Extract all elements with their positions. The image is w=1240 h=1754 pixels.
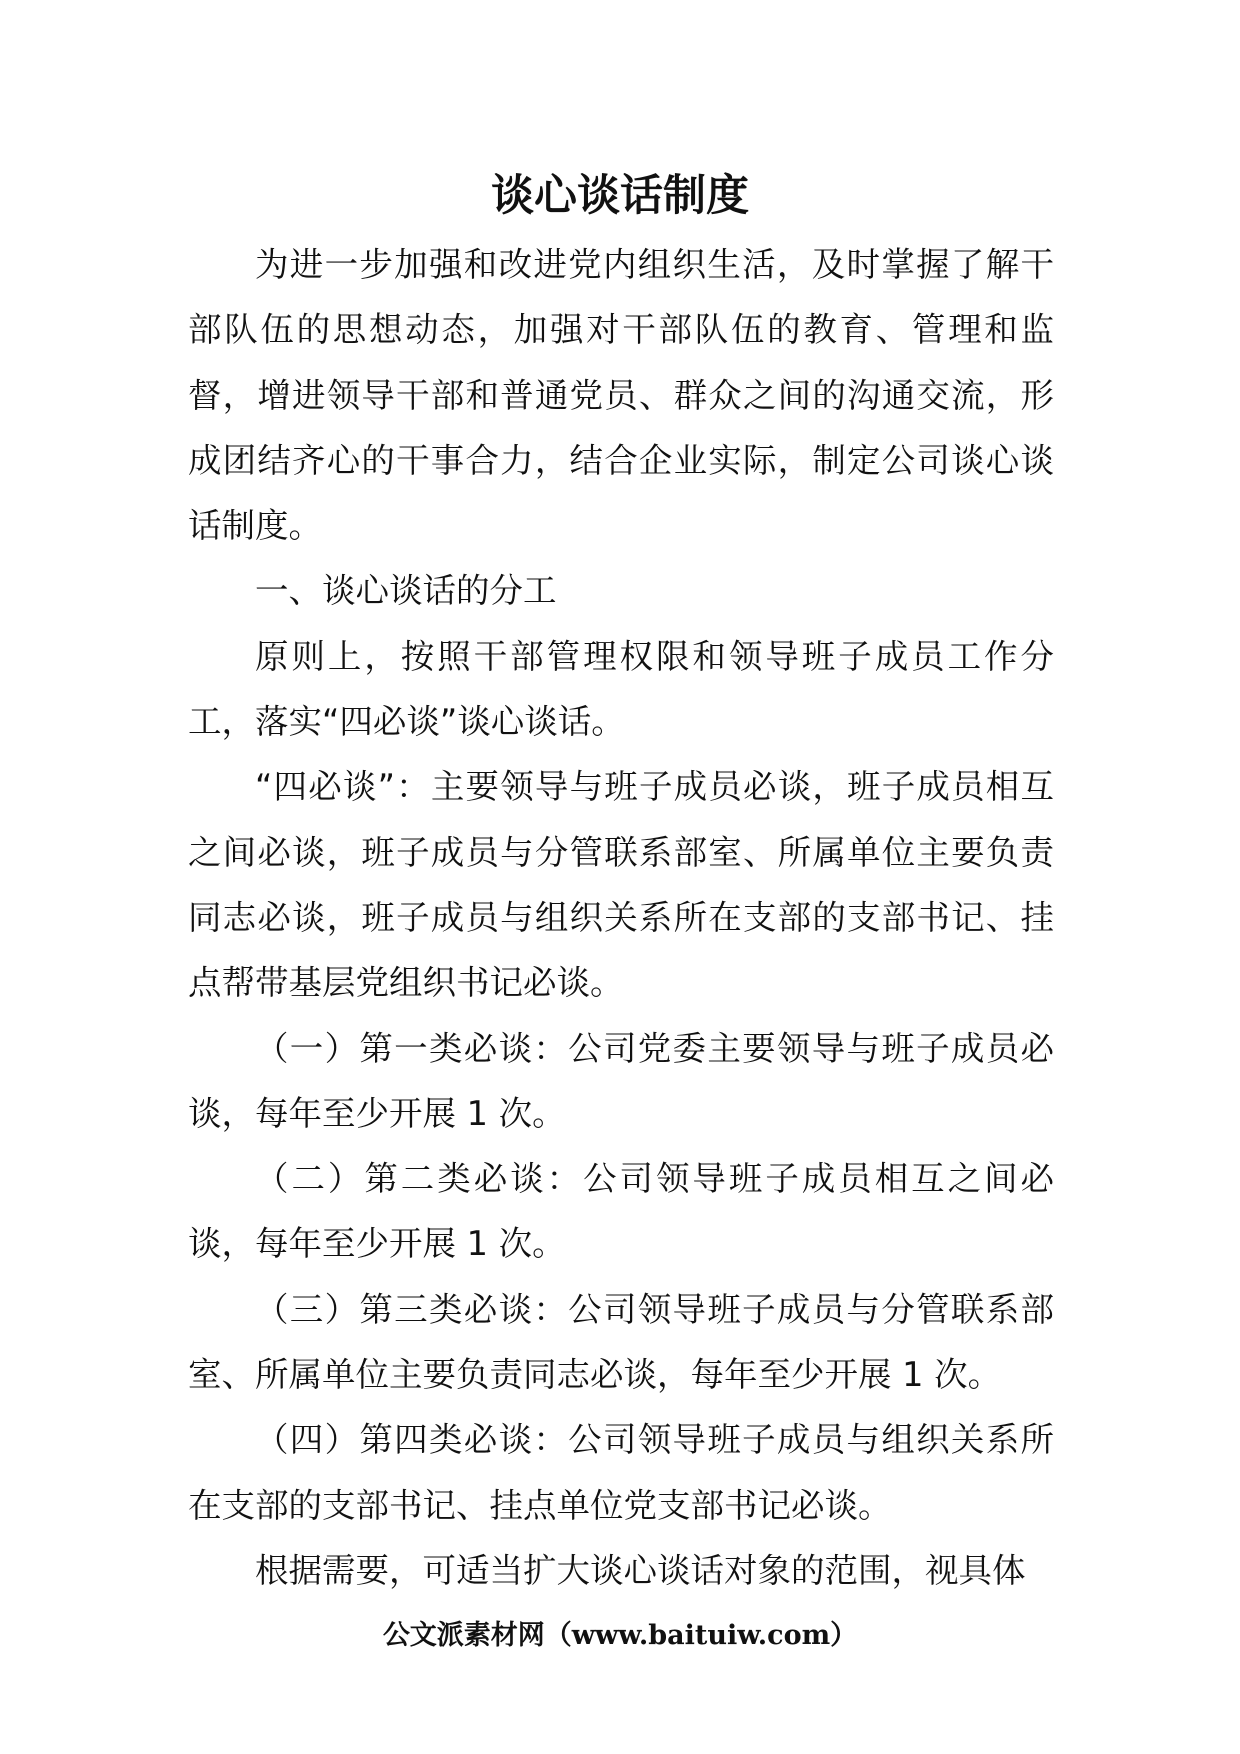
section-heading-division: 一、谈心谈话的分工 (255, 571, 557, 611)
paragraph-extend-scope: 根据需要，可适当扩大谈心谈话对象的范围，视具体 (255, 1550, 1026, 1590)
paragraph-principle: 原则上，按照干部管理权限和领导班子成员工作分工，落实“四必谈”谈心谈话。 (188, 636, 1054, 742)
paragraph-item-3: （三）第三类必谈：公司领导班子成员与分管联系部室、所属单位主要负责同志必谈，每年至少开展 1 次。 (188, 1289, 1054, 1395)
paragraph-item-4: （四）第四类必谈：公司领导班子成员与组织关系所在支部的支部书记、挂点单位党支部书记必谈。 (188, 1420, 1054, 1525)
paragraph-four-musts: “四必谈”：主要领导与班子成员必谈，班子成员相互之间必谈，班子成员与分管联系部室、所属单位主要负责同志必谈，班子成员与组织关系所在支部的支部书记、挂点帮带基层党组织书记必谈。 (188, 767, 1054, 1003)
paragraph-item-2: （二）第二类必谈：公司领导班子成员相互之间必谈，每年至少开展 1 次。 (188, 1159, 1054, 1264)
footer-watermark: 公文派素材网（www.baituiw.com） (382, 1620, 858, 1651)
paragraph-item-1: （一）第一类必谈：公司党委主要领导与班子成员必谈，每年至少开展 1 次。 (188, 1028, 1054, 1133)
document-title: 谈心谈话制度 (491, 171, 749, 221)
paragraph-intro: 为进一步加强和改进党内组织生活，及时掌握了解干部队伍的思想动态，加强对干部队伍的教育、管理和监督，增进领导干部和普通党员、群众之间的沟通交流，形成团结齐心的干事合力，结合企业实际，制定公司谈心谈话制度。 (188, 245, 1054, 546)
document-body (188, 232, 1054, 1603)
